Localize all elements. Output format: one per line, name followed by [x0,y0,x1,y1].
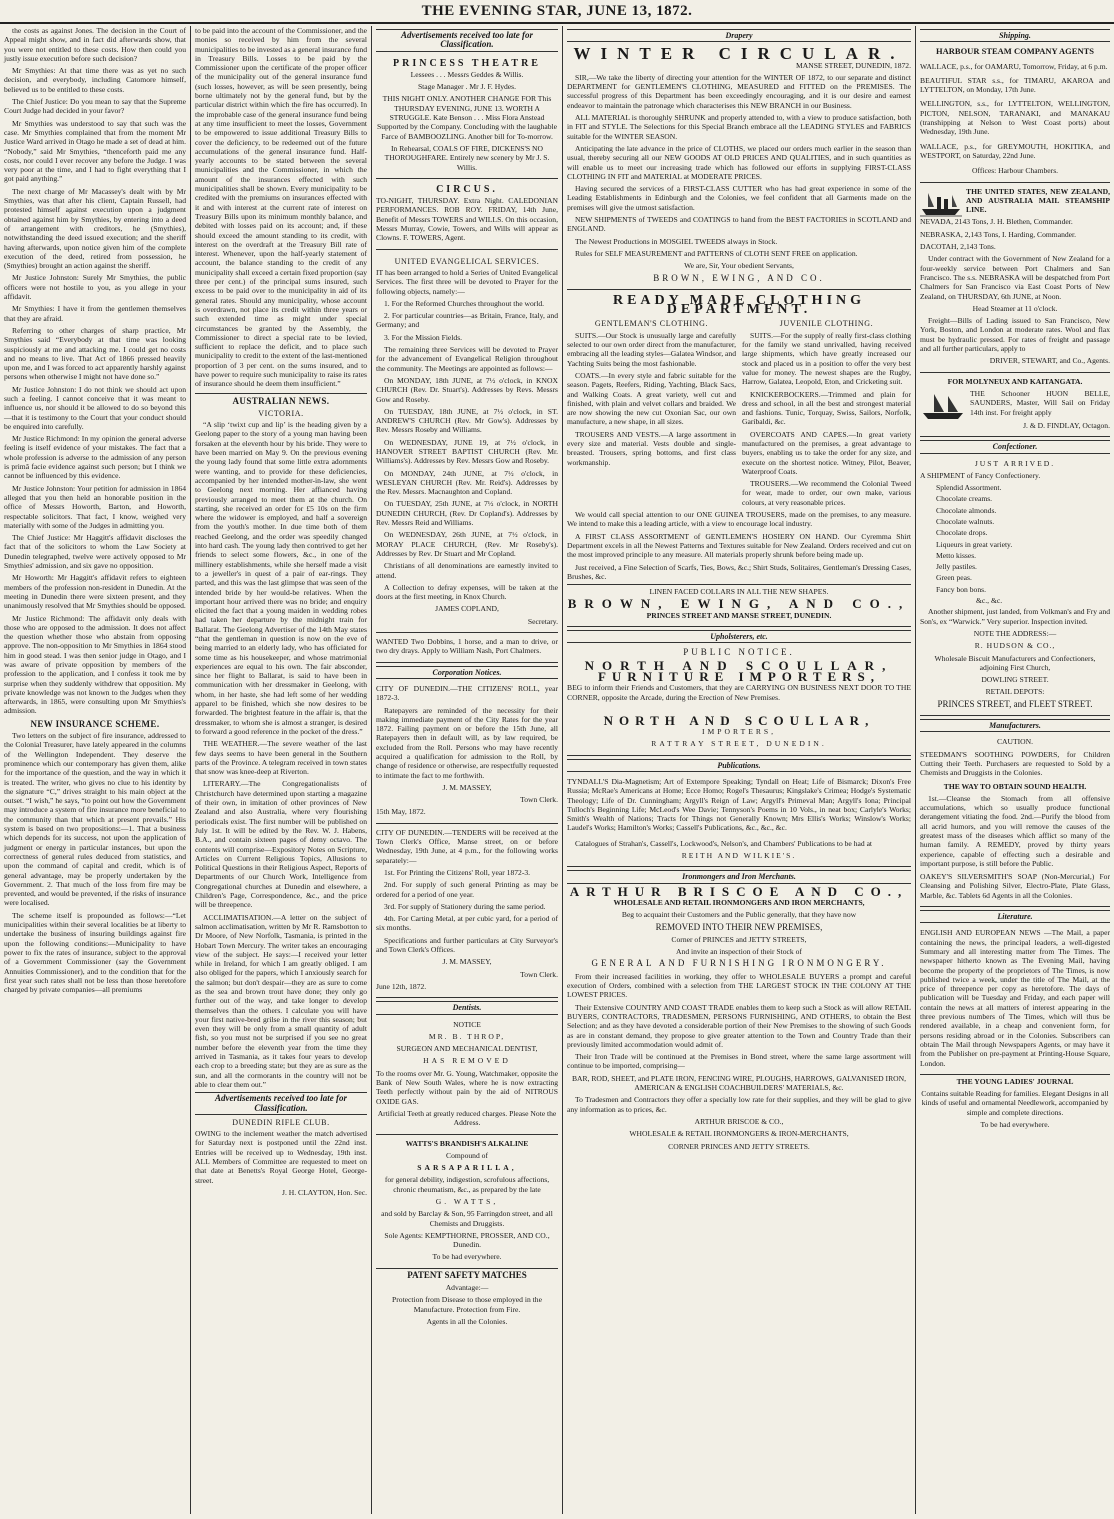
safety-matches-ad: PATENT SAFETY MATCHES Advantage:— Protection from Disease to those employed in the Manufacture. Protection from Fire. Agents in all the Colonies. [392,1269,542,1326]
circus-ad: CIRCUS. TO-NIGHT, THURSDAY. Extra Night. CALEDONIAN PERFORMANCES. ROB ROY. FRIDAY, 14th June, Benefit of Messrs TOWERS and WILLS. On this occasion, Messrs Murray, Cowie, Towers, and Wills will appear as Clowns. F. TOWERS, Agent. [376,181,558,250]
acclimatisation-paragraph: ACCLIMATISATION.—A letter on the subject of salmon acclimatisation, written by Mr R. Ramsbotton to Dr Moore, of New Norfolk, Tasmania, is printed in the Hobart Town Mercury. The writer takes an encouraging view of the subject. He says:—I received your letter while in Ireland, for which I am greatly obliged. I am also obliged for the papers, which I anxiously search for the salmon; but don't despair—they are as sure to come as the sea and brown trout have done; they only go further out of the way, and take longer to develop themselves than the others. I calculate you will have your first native-bred grilse in the river this season; but even they will be only from a small quantity of adult fish, so you must not be surprised if you see no great number before the eleventh year from the time they arrived in Tasmania, as it takes four years to develop each crop to a breeding state; but they are as sure as the sun, and all the cormorants in the country will not be able to clear them out.” [195,912,367,1089]
rifle-club-signature: J. H. CLAYTON, Hon. Sec. [281,1187,367,1197]
literature-heading: Literature. [920,910,1110,923]
column-3 [372,26,562,1514]
insurance-paragraph: The scheme itself is propounded as follows:—“Let municipalities within their several localities be at liberty to undertake the business of insuring buildings against fire upon the following conditions:—Municipality to have power to fix the rates of insurance, subject to the approval of a Government Commissioner (say the Government Annuities Commissioner), and to the condition that for the first year such rates shall not be less than those heretofore charged by private companies—all premiums [4,910,186,995]
dentists-heading: Dentists. [376,1001,558,1014]
manufacturers-ads: CAUTION. STEEDMAN'S SOOTHING POWDERS, for Children Cutting their Teeth. Purchasers are requested to Sold by a Chemists and Druggists in the Colonies. THE WAY TO OBTAIN SOUND HEALTH. 1st.—Cleanse the Stomach from all offensive accumulations, which so usually produce functional derangement vitiating the food. 2nd.—Purify the blood from all acrid humors, and you will remove the causes of the greatest mass of the diseases which afflict so many of the human family. A REMEDY, proved by thirty years experience, capable of effecting such a desirable and important purpose, is still before the Public. OAKEY'S SILVERSMITH'S SOAP (Non-Mercurial,) For Cleansing and Polishing Silver, Electro-Plate, Plate Glass, Marble, &c. Tablets 6d Agents in all the Colonies. [920,735,1110,907]
harbour-steam-ad: HARBOUR STEAM COMPANY AGENTS WALLACE, p.s., for OAMARU, Tomorrow, Friday, at 6 p.m. BEAUTIFUL STAR s.s., for TIMARU, AKAROA and LYTTELTON, on Monday, 17th June. WELLINGTON, s.s., for LYTTELTON, WELLINGTON, PICTON, NELSON, TARANAKI, and MANAKAU (transhipping at Nelson to West Coast ports) about Wednesday, 19th June. WALLACE, p.s., for GREYMOUTH, HOKITIKA, and WESTPORT, on Saturday, 22nd June. Offices: Harbour Chambers. [920,45,1110,182]
court-paragraph: Mr Howorth: Mr Haggitt's affidavit refers to eighteen members of the profession non-resident in Dunedin. At the meeting in Dunedin there were sixteen present, and they unanimously resolved that Mr Smythies should be opposed. [4,573,186,611]
dentist-ad: NOTICE MR. B. THROP, SURGEON AND MECHANICAL DENTIST, HAS REMOVED To the rooms over Mr. G. Young, Watchmaker, opposite the Bank of New South Wales, where he is now extracting Teeth perfectly without pain by the aid of NITROUS OXIDE GAS. Artificial Teeth at greatly reduced charges. Please Note the Address. [376,1018,558,1135]
hudson-confectionery-ad: JUST ARRIVED. A SHIPMENT of Fancy Confectionery. Splendid Assortment. Chocolate creams. Chocolate almonds. Chocolate walnuts. Chocolate drops. Liqueurs in great variety. Metto kisses. Jelly pastiles. Green peas. Fancy bon bons. &c., &c. Another shipment, just landed, from Volkman's and Fry and Son's, ex “Warwick.” Very superior. Inspection invited. NOTE THE ADDRESS:— R. HUDSON & CO., Wholesale Biscuit Manufacturers and Confectioners, adjoining First Church, DOWLING STREET. RETAIL DEPOTS: PRINCES STREET, and FLEET STREET. [920,457,1110,717]
drapery-heading: Drapery [567,29,911,42]
reith-wilkie-ad: TYNDALL'S Dia-Magnetism; Art of Extempore Speaking; Tyndall on Heat; Life of Bismarck; Dixon's Free Russia; McRae's Americans at Home; Ecce Homo; Rogel's Thesaurus; Kingslake's Crimea; Hodge's Systematic Theology; Life of Dr. Cunningham; Argyll's Reign of Law; Argyll's Primeval Man; Argyll's Iona; Principal Tulloch's Beginning Life; McLeod's Wee Davie; Tennyson's Poems in 10 Vols., in neat box; Carlyle's Works; Smith's Wealth of Nations; Tracts for Things not Generally Known; Mrs Ellis's Works; Winslow's Works; Laudel's Works; Hamilton's Works; Cassell's Publications, &c., &c., &c. Catalogues of Strahan's, Cassell's, Lockwood's, Nelson's, and Chambers' Publications to be had at REITH AND WILKIE'S. [567,775,911,867]
late-ads-heading: Advertisements received too late for Classification. [195,1092,367,1115]
court-report [4,26,186,716]
court-paragraph: The Chief Justice: Do you mean to say that the Supreme Court Judge had decided in your favor? [4,97,186,116]
tenders-notice: CITY OF DUNEDIN.—TENDERS will be received at the Town Clerk's Office, Manse street, on or before Wednesday, 19th June, at 4 p.m., for the following works separately:— 1st. For Printing the Citizens' Roll, year 1872-3. 2nd. For supply of such general Printing as may be ordered for a period of one year. 3rd. For supply of Stationery during the same period. 4th. For Carting Metal, at per cubic yard, for a period of six months. Specifications and further particulars at City Surveyor's and Town Clerk's Offices. J. M. MASSEY, Town Clerk. June 12th, 1872. [376,826,558,998]
evangelical-services-ad: UNITED EVANGELICAL SERVICES. IT has been arranged to hold a Series of United Evangelical Services. The first three will be devoted to Prayer for the following objects, namely:— 1. For the Reformed Churches throughout the world. 2. For particular countries—as Britain, France, Italy, and Germany; and 3. For the Mission Fields. The remaining three Services will be devoted to Prayer for the advancement of Evangelical Religion throughout the community. The Meetings are appointed as follows:— On MONDAY, 18th JUNE, at 7½ o'clock, in KNOX CHURCH (Rev. Dr. Stuart's). Addresses by Revs. Messrs Gow and Roseby. On TUESDAY, 18th JUNE, at 7½ o'clock, in ST. ANDREW'S CHURCH (Rev. Mr Gow's). Addresses by Rev. Messrs Roseby and Williams. On WEDNESDAY, JUNE 19, at 7½ o'clock, in HANOVER STREET BAPTIST CHURCH (Rev. Mr. Williams's). Addresses by Rev. Messrs Gow and Roseby. On MONDAY, 24th JUNE, at 7½ o'clock, in WESLEYAN CHURCH (Rev. Mr. Reid's). Addresses by the Rev. Messrs. Macnaughton and Copland. On TUESDAY, 25th JUNE, at 7½ o'clock, in NORTH DUNEDIN CHURCH, (Rev. Dr Copland's). Addresses by Rev. Messrs Reid and Williams. On WEDNESDAY, 26th JUNE, at 7½ o'clock, in MORAY PLACE CHURCH, (Rev. Mr Roseby's). Addresses by Rev. Dr Stuart and Mr Copland. Christians of all denominations are earnestly invited to attend. A Collection to defray expenses, will be taken at the doors at the first meeting, in Knox Church. JAMES COPLAND, Secretary. [376,252,558,633]
upholsterers-heading: Upholsterers, etc. [567,630,911,643]
publications-heading: Publications. [567,759,911,772]
steamship-icon [920,189,962,217]
young-ladies-journal-ad: THE YOUNG LADIES' JOURNAL Contains suitable Reading for families. Elegant Designs in all kinds of useful and ornamental Needlework, accompanied by simple and complete directions. To be had everywhere. [921,1076,1109,1130]
court-paragraph: Mr Justice Richmond: The affidavit only deals with those who are opposed to the admission. It does not affect the question whether those who abstain from opposing approve. The non-opposition to Mr Smythies in 1864 stood him in good stead. I was then senior judge in Otago, and I was aware of private opposition by members of the profession to the application, and I confess it took me by surprise when they suddenly withdrew that opposition. My private knowledge was not known to the Judges when they afterwards, in 1865, were consulting upon Mr Smythies's admission. [4,613,186,716]
court-paragraph: Mr Justice Richmond: In my opinion the general adverse feeling is itself evidence of your mistakes. The fact that a whole profession is adverse to the admission of any person is primâ facie evidence against such person; but I think we cannot be influenced by this evidence. [4,434,186,481]
winter-circular-ad: WINTER CIRCULAR. MANSE STREET, DUNEDIN, 1872. SIR,—We take the liberty of directing your attention for the WINTER OF 1872, to our separate and distinct DEPARTMENT for GENTLEMEN'S CLOTHING, MEASURED and FITTED on the PREMISES. The successful progress of this Department has been exceedingly encouraging, and it is our desire and earnest endeavor to maintain the patronage which characterises this NEW BRANCH in our Business. ALL MATERIAL is thoroughly SHRUNK and properly attended to, with a view to produce satisfaction, both in FIT and STYLE. The Selections for this Special Branch embrace all the LEADING STYLES and FABRICS suitable for the WINTER SEASON. Anticipating the late advance in the price of CLOTHS, we placed our orders much earlier in the season than usual, thereby securing all our NEW GOODS AT OLD PRICES AND QUALITIES, and in such quantities as will enable us to meet our increasing trade which has followed our efforts in supplying FIRST-CLASS CLOTHING IN FIT and MATERIAL at MODERATE PRICES. Having secured the services of a FIRST-CLASS CUTTER who has had great experience in some of the Leading Establishments in Edinburgh and the Colonies, we feel confident that all Garments made on the premises will give the utmost satisfaction. NEW SHIPMENTS of TWEEDS and COATINGS to hand from the BEST FACTORIES in SCOTLAND and ENGLAND. The Newest Productions in MOSGIEL TWEEDS always in Stock. Rules for SELF MEASUREMENT and PATTERNS of CLOTH SENT FREE on application. We are, Sir, Your obedient Servants, BROWN, EWING, AND CO. [567,45,911,290]
insurance-continued: to be paid into the account of the Commissioner, and the monies so received by him from the several municipalities to be invested as a general insurance fund in Treasury Bills. Losses to be paid by the Commissioner upon the certificate of the proper officer of the municipality out of the general insurance fund (such losses, however, as will be seen presently, being borne ultimately not by the general fund, but by the particular district within which the fire has occurred). In the improbable case of the general insurance fund being at any time insufficient to meet the losses, Government to be empowered to issue additional Treasury Bills to cover the deficiency, to be redeemed out of the future accumulations of the general insurance fund. Half-yearly accounts to be stated between the several municipalities and the Commissioner, in which the amount of the insurances effected with such municipalities shall be shown. Every municipality to be credited with the premiums on insurances effected with it and with interest at the current rate of interest on Treasury Bills upon its minimum monthly balance, and debited with losses paid on its account; and, if these should exceed the amount standing to its credit, with interest on the overdraft at the Treasury Bill rate of interest. Whenever, upon the half-yearly statement of account, the balance standing to the credit of any municipality shall exceed a certain fixed proportion (say three per cent.) of the principal sums insured, such excess to be paid over to the municipality in aid of its general rates. Should any municipality, whose account is overdrawn, not place its credit within three years or such extended time as might under special circumstances be granted by the Assembly, the Commissioner to direct a special rate to be levied, sufficient to replace the deficit, and to place such municipality to credit to the extent of the last-mentioned proportion of 3 per cent. on the sums insured, and to have power to require such municipality to raise its rates of insurance should he deem them insufficient.” [195,26,367,389]
literary-paragraph: LITERARY.—The Congregationalists of Christchurch have determined upon starting a magazine of their own, in imitation of other provinces of New Zealand and also Australia, where very flourishing periodicals exist. The first number will be published on July 1st. It will be edited by the Rev. W. J. Habens, B.A., and contain sixteen pages of demy octavo. The contents will comprise—Expository Notes on Scripture, Articles on Current Religious Topics, Allusions to Political Questions in their Religious Aspect, Reports of Departments of our Church Work, Intelligence from Congregational churches at Dunedin and elsewhere, a Children's Page, Correspondence, &c., and the price will be threepence. [195,779,367,910]
court-paragraph: The next charge of Mr Macassey's dealt with by Mr Smythies, was that after his client, Captain Russell, had protested himself against execution upon a judgment obtained against him by Smythies, by entering into a deed of arrangement with creditors, he (Smythies), notwithstanding the deed issued execution; and the sheriff having afterwards, upon notice given him of the complete execution of the deed, retired from possession, he (Smythies) brought an action against the sheriff. [4,186,186,271]
column-5 [916,26,1114,1514]
gentlemens-clothing: GENTLEMAN'S CLOTHING. SUITS.—Our Stock is unusually large and carefully selected to our own order direct from the manufacturer, embracing all the leading styles—Galatea Windsor, and Yachting Suits being the most fashionable. COATS.—In every style and fabric suitable for the season. Pagets, Reefers, Riding, Yachting, Black Sacs, and Walking Coats. A great variety, well cut and finished, with plain and velvet collars and braided. We are now showing the new cut Oxonian Sac, our own manufacture, a new shape, in all sizes. TROUSERS AND VESTS.—A large assortment in every size and material. Vests double and single-breasted. Trousers, spring bottoms, and first class workmanship. [567,319,737,467]
rifle-club-body: OWING to the inclement weather the match advertised for Saturday next is postponed until the 22nd inst. Entries will be received up to Wednesday, 19th inst. ALL Members of Committee are requested to meet on that date at Benetts's Royal George Hotel, George-street. [195,1129,367,1185]
north-scoullar-ad: PUBLIC NOTICE. NORTH AND SCOULLAR, FURNITURE IMPORTERS, BEG to inform their Friends and Customers, that they are CARRYING ON BUSINESS NEXT DOOR TO THE CORNER, opposite the Arcade, during the Erection of New Premises. NORTH AND SCOULLAR, IMPORTERS, RATTRAY STREET, DUNEDIN. [567,646,911,755]
schooner-icon [920,391,966,421]
ready-made-clothing-ad: READY MADE CLOTHING DEPARTMENT. GENTLEMAN'S CLOTHING. SUITS.—Our Stock is unusually large and carefully selected to our own order direct from the manufacturer, embracing all the leading styles—Galatea Windsor, and Yachting Suits being the most fashionable. COATS.—In every style and fabric suitable for the season. Pagets, Reefers, Riding, Yachting, Black Sacs, and Walking Coats. A great variety, well cut and finished, with plain and velvet collars and braided. We are now showing the new cut Oxonian Sac, our own manufacture, a new shape, in all sizes. TROUSERS AND VESTS.—A large assortment in every size and material. Vests double and single-breasted. Trousers, spring bottoms, and first class workmanship. JUVENILE CLOTHING. SUITS.—For the supply of really first-class clothing for the family we stand unrivalled, having received large shipments, which have greatly increased our stock and placed us in a position to offer the very best value for money. The newest shapes are the Rugby, Harrow, Galatea, Leopold, Eton, and Cricketing suit. KNICKERBOCKERS.—Trimmed and plain for dress and school, in all the best and strongest material and fashions. Tunic, Torquay, Swiss, Sailors, Norfolk, Garibaldi, &c. OVERCOATS AND CAPES.—In great variety manufactured on the premises, a great advantage to buyers, enabling us to take the order for any size, and execute on the shortest notice. Witney, Pilot, Beaver, Waterproof Coats. TROUSERS.—We recommend the Colonial Tweed for wear, made to order, our own make, various colours, at very reasonable prices. We would call special attention to our ONE GUINEA TROUSERS, made on the premises, to any measure. We intend to make this a leading article, with a view to encourage local industry. A FIRST CLASS ASSORTMENT of GENTLEMEN'S HOSIERY ON HAND. Our Cyremma Shirt Department excels in all the Newest Patterns and Textures suitable for New Zealand. Orders received and cut on the most improved principle to any measure. All materials properly shrunk before being made up. Just received, a Fine Selection of Scarfs, Ties, Bows, &c.; Shirt Studs, Solitaires, Gentleman's Dressing Cases, Brushes, &c. LINEN FACED COLLARS IN ALL THE NEW SHAPES. BROWN, EWING, AND CO., PRINCES STREET AND MANSE STREET, DUNEDIN. [567,292,911,627]
molyneux-ad: FOR MOLYNEUX AND KAITANGATA. THE Schooner HUON BELLE, SAUNDERS, Master, Will Sail on Friday 14th inst. For freight apply J. & D. FINDLAY, Octagon. [920,375,1110,438]
citizens-roll-notice: CITY OF DUNEDIN.—THE CITIZENS' ROLL, year 1872-3. Ratepayers are reminded of the necessity for their making immediate payment of the City Rates for the year 1872. Failing payment on or before the 15th June, all Ratepayers then in default will, as by law required, be excluded from the Roll. Persons who may have recently acquired a qualification for admission to the Roll, by change of residence or otherwise, are respectfully requested to intimate the fact to me forthwith. J. M. MASSEY, Town Clerk. 15th May, 1872. [376,682,558,824]
column-1 [0,26,190,1514]
court-paragraph: Mr Smythies was understood to say that such was the case. Mr Smythies complained that from the moment Mr Justice Ward arrived in Otago he made a set of dead at him. “Nobody,” said Mr Smythies, “thenceforth paid me any costs, nor could I ever recover any before the Judge. I was very poor at the time, and I had to fight everything that I got paid anything.” [4,118,186,184]
the-mail-ad: ENGLISH AND EUROPEAN NEWS —The Mail, a paper containing the news, the principal leaders, a well-digested Summary and all interesting matter from The Times. The newspaper hitherto known as The Evening Mail, having become the property of the proprietors of The Times, is now published twice a week, under the title of The Mail, at the price of threepence per copy as heretofore. The days of publication will be Tuesday and Friday, and each paper will contain the news at all matters of interest appearing in the three previous numbers of The Times, which will thus be rendered available, in a cheap and convenient form, for persons residing abroad or in the Colonies. Subscribers can obtain The Mail through Newspapers Agents, or may have it from the Publisher on pre-payment at Printing-House Square, London. [920,926,1110,1074]
wanted-ad: WANTED Two Dobbins, 1 horse, and a man to drive, or two dry drays. Apply to William Nash, Port Chalmers. [376,635,558,663]
insurance-heading: NEW INSURANCE SCHEME. [30,718,160,729]
column-4 [563,26,915,1514]
court-paragraph: Mr Justice Johnston: I do not think we should act upon such a feeling. I cannot conceive that it was meant to influence us, nor should it be allowed to do so beyond this —that it is testimony to the Court that your conduct should be enquired into carefully. [4,384,186,431]
court-paragraph: Mr Justice Johnston: Surely Mr Smythies, the public officers were not hostile to you, as you allege in your affidavit. [4,273,186,302]
arthur-briscoe-ad: ARTHUR BRISCOE AND CO., WHOLESALE AND RETAIL IRONMONGERS AND IRON MERCHANTS, Beg to acquaint their Customers and the Public generally, that they have now REMOVED INTO THEIR NEW PREMISES, Corner of PRINCES and JETTY STREETS, And invite an inspection of their Stock of GENERAL AND FURNISHING IRONMONGERY. From their increased facilities in working, they offer to WHOLESALE BUYERS a prompt and careful execution of Orders, combined with a selection from THE LARGEST STOCK IN THE COLONY AT THE LOWEST PRICES. Their Extensive COUNTRY AND COAST TRADE enables them to keep such a Stock as will allow RETAIL BUYERS, CONTRACTORS, TRADESMEN, PERSONS FURNISHING, AND OTHERS, to obtain the Best Selection; and as they have devoted a considerable portion of their New Premises to the showing of such Goods as are in constant demand, they propose to give greater attention to the Town and Country Trade than their previously limited accommodation would admit of. Their Iron Trade will be continued at the Premises in Bond street, where the same large assortment will continue to be imported, comprising— BAR, ROD, SHEET, and PLATE IRON, FENCING WIRE, PLOUGHS, HARROWS, GALVANISED IRON, AMERICAN & ENGLISH COACHBUILDERS' MATERIALS, &c. To Tradesmen and Contractors they offer a specially low rate for their supplies, and they will be glad to give any information as to prices, &c. ARTHUR BRISCOE & CO., WHOLESALE & RETAIL IRONMONGERS & IRON-MERCHANTS, CORNER PRINCES AND JETTY STREETS. [567,883,911,1151]
court-paragraph: the costs as against Jones. The decision in the Court of Appeal might show, and in fact did afterwards show, that you were not entitled to these costs. How then could you justly issue execution before such decision? [4,26,186,63]
insurance-paragraph: Two letters on the subject of fire insurance, addressed to the Colonial Treasurer, have lately appeared in the columns of the Wellington Independent. They deserve the prominence which our contemporary has given them, alike for the importance of the question, and the way in which it is treated. The writer, who gives no clue to his identity by the signature “C,” drives straight to his main object at the outset. “I wish,” he says, “to point out how the Government may introduce a system of fire insurance more beneficial to the community than that which at present prevails.” His system is based on two propositions:—1. That a business which depends for its success, not upon the application of judgment or energy in particular instances, but upon the correctness of general rules deduced from statistics, and upon the command of capital and credit, which is of general advantage, may be properly undertaken by the Government. 2. That much of the loss from fire may be prevented, and would be prevented, if the risks of insurance were localised. [4,731,186,908]
masthead: THE EVENING STAR, JUNE 13, 1872. [0,0,1114,24]
shipping-heading: Shipping. [920,29,1110,42]
victoria-subheading: VICTORIA. [258,408,304,418]
corporation-notices-heading: Corporation Notices. [376,666,558,679]
ironmongers-heading: Ironmongers and Iron Merchants. [567,870,911,883]
manufacturers-heading: Manufacturers. [920,719,1110,732]
geelong-story: “A slip ‘twixt cup and lip’ is the heading given by a Geelong paper to the story of a young man having been forsaken at the eleventh hour by his bride. They were to have been married on May 9. On the previous evening the young lady found that some little extra adornments were wanting, and to provide for these deficiencies, accompanied by her intended mother-in-law, she went to Geelong next morning. Her affianced having previously arranged to meet them at the church. On starting, she received an order for £5 10s on the firm where the widower is employed, and half a sovereign from the youth's mother. In due time both of them reached Geelong, and the order was speedily changed into hard cash. The young lady then contrived to get her friends to select some flowers, &c., in one of the millinery establishments, while she herself made a visit to a jeweller's in quest of a pair of ear-rings. They parted, and this was the last glimpse that was seen of the intended bride by her would-be relatives. When the important hour arrived there was no bride; and enquiry elicited the fact that a young maiden in wedding robes had taken her departure by the midnight train for Ballarat. The Geelong Advertiser of the 14th May states “that the gentleman in question is now on the eve of being married to an elderly lady, who has officiated for some time as his housekeeper, and whose matrimonial experiences are equal to his own. The fair absconder, since her flight to Ballarat, is said to have been in communication with her dressmaker in Geelong, with whom, in her haste, she had left some of her wedding apparel to be finished, which she now desires to be forwarded. The brightest feature in the affair is, that the dressmaker, to whom she is almost a stranger, is desired to forward a good reference in the pocket of the dress.” [195,420,367,736]
juvenile-clothing: JUVENILE CLOTHING. SUITS.—For the supply of really first-class clothing for the family we stand unrivalled, having received large shipments, which have greatly increased our stock and placed us in a position to offer the very best value for money. The newest shapes are the Rugby, Harrow, Galatea, Leopold, Eton, and Cricketing suit. KNICKERBOCKERS.—Trimmed and plain for dress and school, in all the best and strongest material and fashions. Tunic, Torquay, Swiss, Sailors, Norfolk, Garibaldi, &c. OVERCOATS AND CAPES.—In great variety manufactured on the premises, a great advantage to buyers, enabling us to take the order for any size, and execute on the shortest notice. Witney, Pilot, Beaver, Waterproof Coats. TROUSERS.—We recommend the Colonial Tweed for wear, made to order, our own make, various colours, at very reasonable prices. [742,319,911,507]
court-paragraph: Mr Justice Johnston: Your petition for admission in 1864 alleged that you then held an honorable position in the office of Messrs Howorth, Barton, and Howorth, respectable solicitors. That fact, I know, weighed very materially with some of the Judges in admitting you. [4,483,186,530]
rifle-club-title: DUNEDIN RIFLE CLUB. [232,1117,330,1127]
court-paragraph: The Chief Justice: Mr Haggitt's affidavit discloses the fact that of the solicitors to whom the Law Society at Dunedin telegraphed, twelve were actively opposed to Mr Smythies' admission, and six gave no opposition. [4,533,186,571]
court-paragraph: Mr Smythies: At that time there was as yet no such decision, and everybody, including Catomore himself, believed us to be entitled to these costs. [4,66,186,94]
court-paragraph: Referring to other charges of sharp practice, Mr Smythies said “Everybody at that time was looking suspiciously at me and attacking me. I could get no costs and no means to live. That Act of 1866 pressed heavily upon me, and I was forced to act apparently harshly against persons when otherwise I might not have done so.” [4,325,186,382]
confectionery-list: Splendid Assortment. Chocolate creams. Chocolate almonds. Chocolate walnuts. Chocolate drops. Liqueurs in great variety. Metto kisses. Jelly pastiles. Green peas. Fancy bon bons. &c., &c. [936,483,1013,606]
sarsaparilla-ad: WATTS'S BRANDISH'S ALKALINE Compound of SARSAPARILLA, for general debility, indigestion, scrofulous affections, chronic rheumatism, &c., as prepared by the late G. WATTS, and sold by Barclay & Son, 95 Farringdon street, and all Chemists and Druggists. Sole Agents: KEMPTHORNE, PROSSER, AND CO., Dunedin. To be had everywhere. [376,1137,558,1269]
weather-paragraph: THE WEATHER.—The severe weather of the last few days seems to have been general in the Southern parts of the Province. A telegram received in town states that snow was knee-deep at Riverton. [195,739,367,777]
insurance-article [4,731,186,994]
court-paragraph: Mr Smythies: I have it from the gentlemen themselves that they are afraid. [4,304,186,323]
late-ads-heading-top: Advertisements received too late for Classification. [376,29,558,52]
princess-theatre-ad: PRINCESS THEATRE Lessees . . . Messrs Geddes & Willis. Stage Manager . Mr J. F. Hydes. THIS NIGHT ONLY. ANOTHER CHANGE FOR This THURSDAY EVENING, JUNE 13. WORTH A STRUGGLE. Kate Benson . . . Miss Flora Anstead Supported by the Company. Concluding with the laughable Farce of BAMBOOZLING. Another bill for To-morrow. In Rehearsal, COALS OF FIRE, DICKENS'S NO THOROUGHFARE. Entirely new scenery by Mr J. S. Willis. [376,55,558,179]
australian-news-heading: AUSTRALIAN NEWS. [195,393,367,406]
mail-steamship-ad: THE UNITED STATES, NEW ZEALAND, AND AUSTRALIA MAIL STEAMSHIP LINE. NEVADA, 2143 Tons, J. H. Blethen, Commander. NEBRASKA, 2,143 Tons, I. Harding, Commander. DACOTAH, 2,143 Tons. Under contract with the Government of New Zealand for a four-weekly service between Port Chalmers and San Francisco. The s.s. NEBRASKA will be despatched from Port Chalmers for San Francisco via East Coast Ports of New Zealand, on THURSDAY, 6th JUNE, at Noon. Head Steamer at 11 o'clock. Freight—Bills of Lading issued to San Francisco, New York, Boston, and London at moderate rates. Wool and flax must be hydraulic pressed. For rates of freight and passage and all further particulars, apply to DRIVER, STEWART, and Co., Agents. [920,185,1110,373]
confectioner-heading: Confectioner. [920,440,1110,453]
column-2 [191,26,371,1514]
